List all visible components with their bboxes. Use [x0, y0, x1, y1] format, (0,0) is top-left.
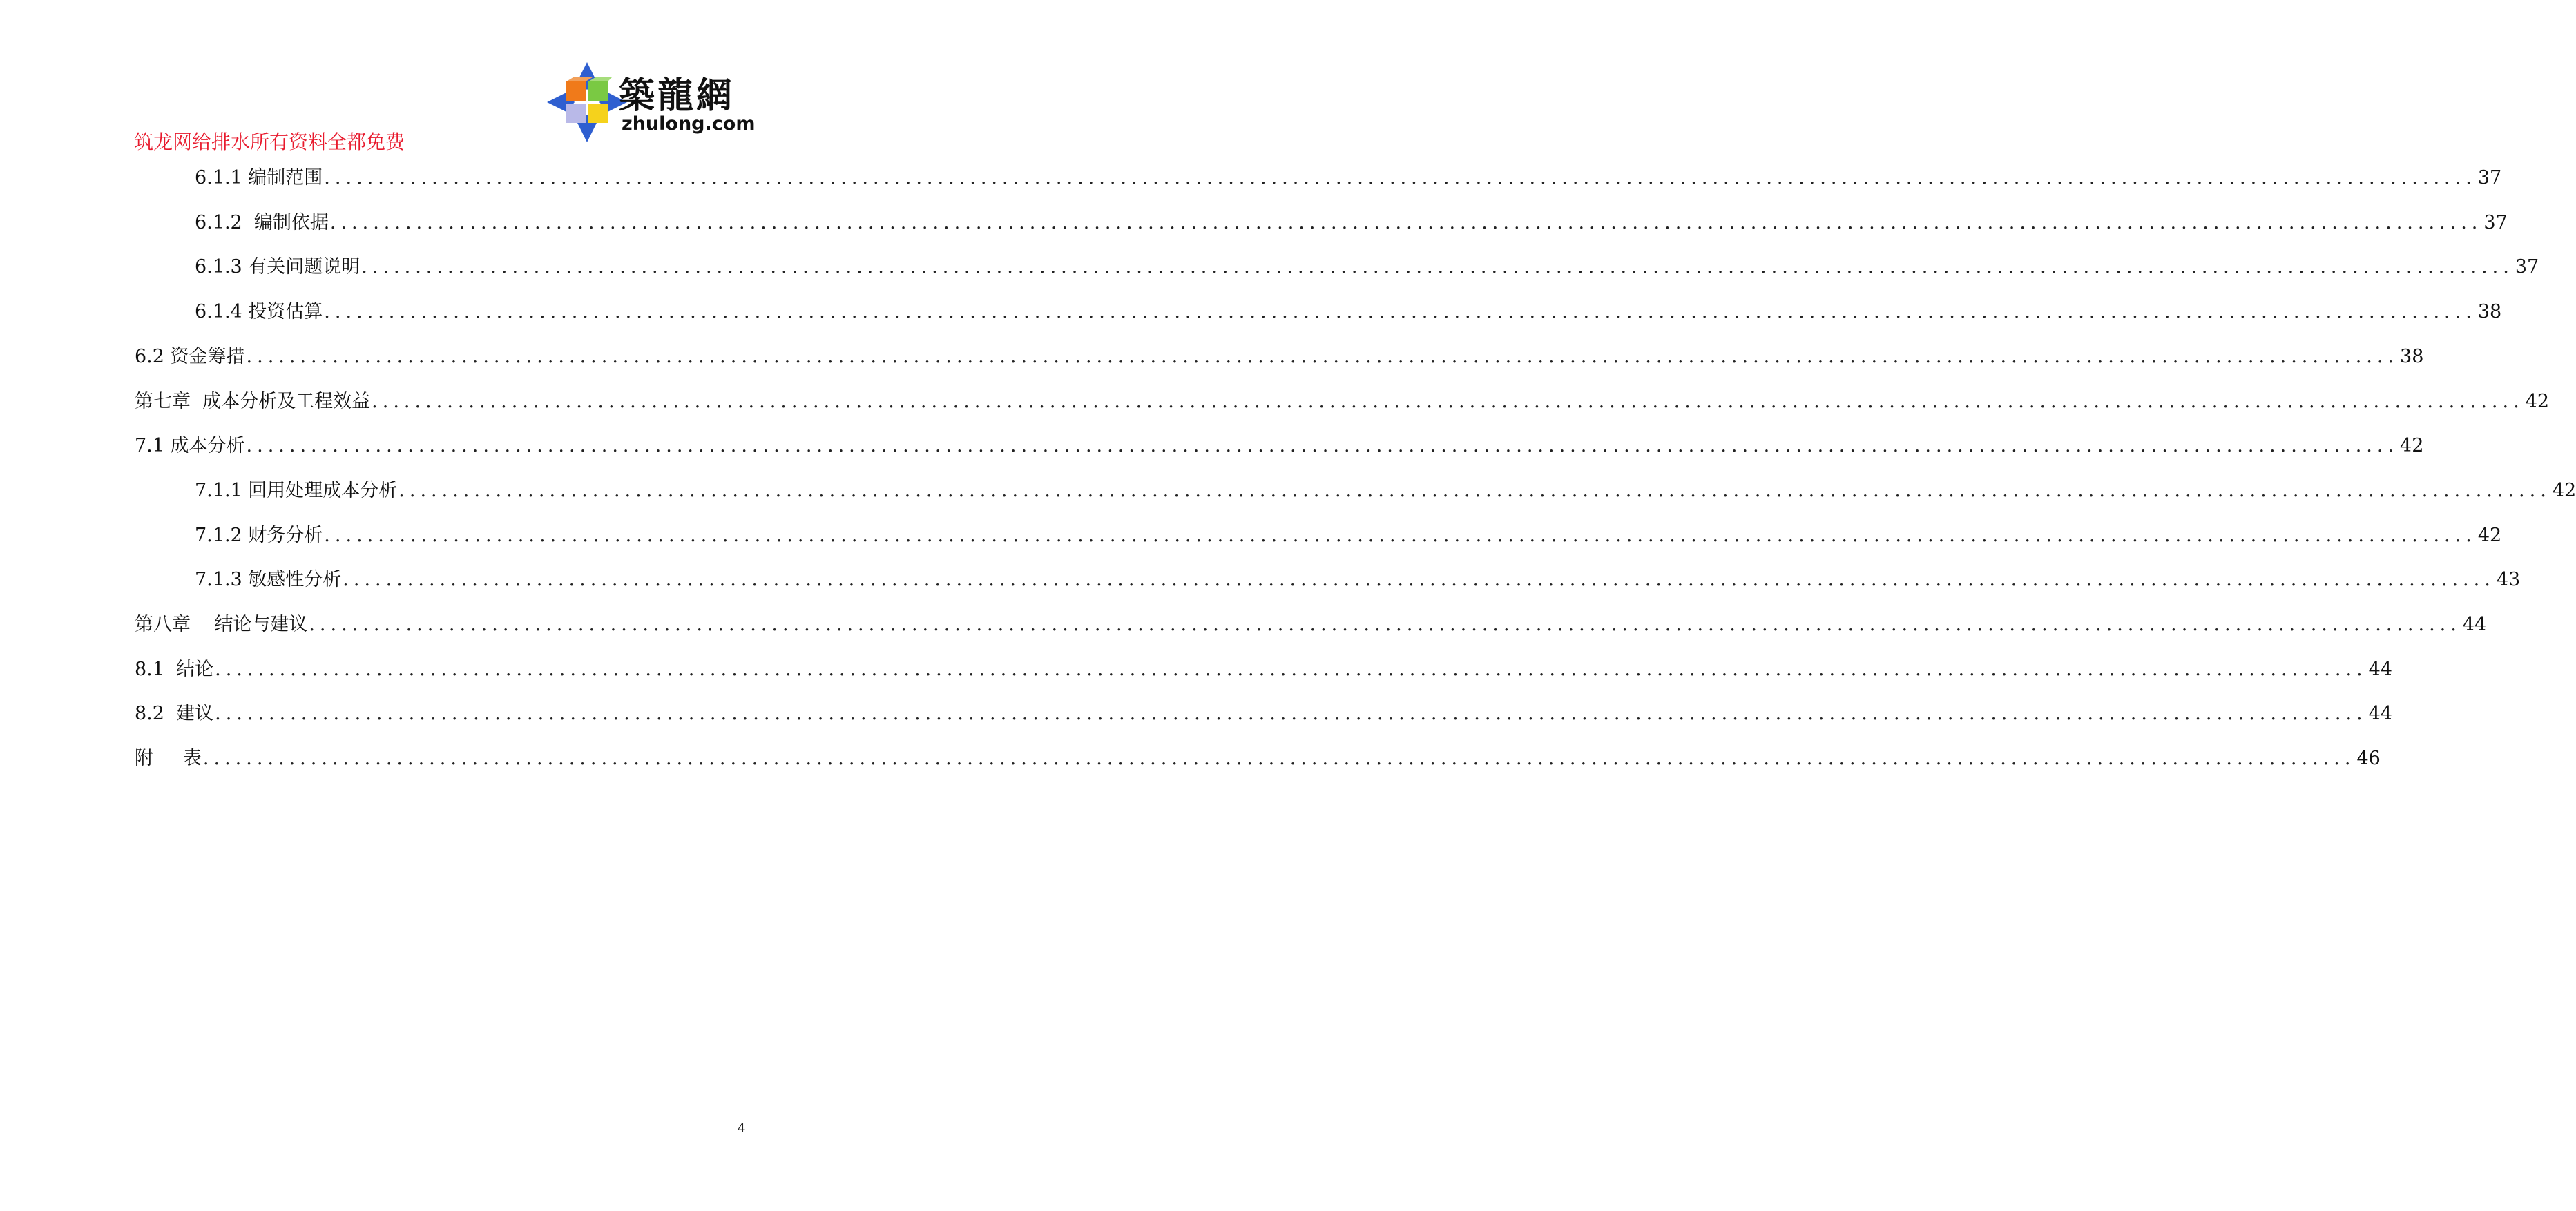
page-number: 4	[738, 1121, 746, 1136]
toc-entry-page: 37	[2515, 256, 2539, 278]
toc-leader-dots: ........................................................................................................................................................................................................	[372, 390, 2524, 412]
toc-entry-page: 38	[2477, 301, 2502, 323]
toc-entry-page: 42	[2477, 524, 2502, 546]
toc-entry-page: 43	[2496, 569, 2521, 591]
toc-entry[interactable]	[135, 343, 2424, 371]
toc-entry[interactable]	[195, 164, 2502, 192]
toc-entry[interactable]	[195, 566, 2521, 594]
toc-entry-page: 37	[2483, 211, 2508, 233]
toc-entry-label: 第八章 结论与建议	[135, 614, 308, 635]
toc-entry[interactable]	[195, 522, 2502, 550]
toc-entry-label: 6.1.1 编制范围	[195, 167, 323, 188]
toc-entry[interactable]	[135, 745, 2381, 773]
toc-leader-dots: ........................................................................................................................................................................................................	[215, 658, 2367, 680]
toc-entry-label: 6.1.3 有关问题说明	[195, 256, 361, 278]
toc-entry-page: 37	[2477, 167, 2502, 188]
toc-entry[interactable]	[135, 388, 2550, 416]
toc-leader-dots: ........................................................................................................................................................................................................	[309, 614, 2461, 635]
toc-entry[interactable]	[135, 700, 2392, 728]
toc-leader-dots: ........................................................................................................................................................................................................	[202, 748, 2356, 770]
toc-entry-label: 6.2 资金筹措	[135, 345, 245, 367]
toc-entry-label: 8.1 结论	[135, 658, 214, 680]
toc-leader-dots: ........................................................................................................................................................................................................	[343, 569, 2495, 591]
toc-entry-label: 7.1 成本分析	[135, 435, 245, 457]
toc-entry-label: 6.1.4 投资估算	[195, 301, 323, 323]
toc-leader-dots: ........................................................................................................................................................................................................	[215, 703, 2367, 725]
toc-entry-label: 8.2 建议	[135, 703, 214, 725]
toc-entry[interactable]	[195, 253, 2539, 281]
toc-entry-page: 46	[2356, 748, 2381, 770]
toc-entry-label: 6.1.2 编制依据	[195, 211, 329, 233]
toc-entry-page: 42	[2552, 479, 2576, 501]
toc-leader-dots: ........................................................................................................................................................................................................	[324, 301, 2477, 323]
toc-entry[interactable]	[135, 656, 2392, 684]
toc-leader-dots: ........................................................................................................................................................................................................	[324, 167, 2477, 188]
logo-english-text: zhulong.com	[622, 113, 756, 135]
logo-chinese-text: 築龍網	[619, 75, 736, 117]
toc-entry-label: 第七章 成本分析及工程效益	[135, 390, 371, 412]
toc-entry-page: 44	[2368, 703, 2392, 725]
toc-leader-dots: ........................................................................................................................................................................................................	[361, 256, 2514, 278]
zhulong-logo	[546, 61, 756, 144]
toc-leader-dots: ........................................................................................................................................................................................................	[324, 524, 2477, 546]
toc-entry-page: 44	[2462, 614, 2487, 635]
toc-leader-dots: ........................................................................................................................................................................................................	[398, 479, 2551, 501]
toc-entry[interactable]	[135, 432, 2424, 460]
toc-entry-page: 42	[2400, 435, 2424, 457]
toc-leader-dots: ........................................................................................................................................................................................................	[246, 345, 2399, 367]
toc-entry[interactable]	[195, 298, 2502, 326]
toc-entry-label: 7.1.2 财务分析	[195, 524, 323, 546]
toc-entry[interactable]	[195, 209, 2508, 237]
toc-entry[interactable]	[195, 477, 2576, 505]
toc-leader-dots: ........................................................................................................................................................................................................	[329, 211, 2483, 233]
toc-entry-label: 7.1.3 敏感性分析	[195, 569, 342, 591]
zhulong-star-icon	[546, 61, 628, 144]
toc-entry-label: 附 表	[135, 748, 202, 770]
header-banner-text: 筑龙网给排水所有资料全都免费	[134, 130, 405, 153]
toc-entry-page: 42	[2525, 390, 2550, 412]
toc-entry-page: 44	[2368, 658, 2392, 680]
toc-leader-dots: ........................................................................................................................................................................................................	[246, 435, 2399, 457]
toc-entry[interactable]	[135, 611, 2487, 639]
toc-entry-page: 38	[2400, 345, 2424, 367]
toc-entry-label: 7.1.1 回用处理成本分析	[195, 479, 398, 501]
